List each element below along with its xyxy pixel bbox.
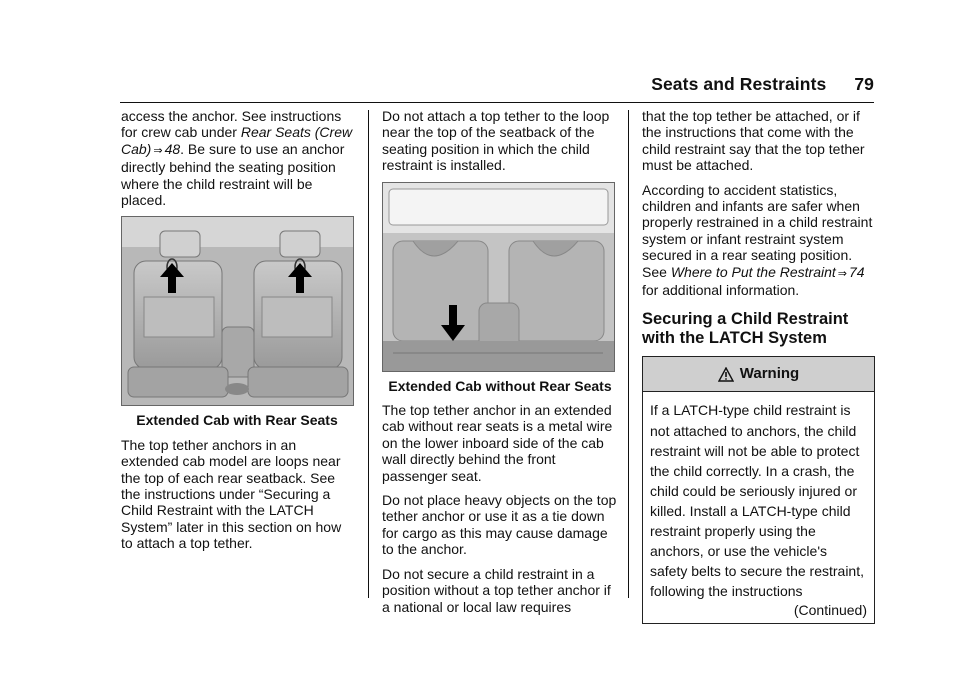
- page-ref-number[interactable]: 74: [849, 263, 865, 280]
- warning-text: If a LATCH-type child restraint is not attached to anchors, the child restraint will not be able to protect the child correctly. In a crash, the child could be seriously injured or killed. Install a LATCH-type child restraint properly using the anchors, or use the vehicle's safety belts to secure the restraint, following the instructions: [650, 402, 864, 600]
- warning-title: Warning: [739, 365, 800, 383]
- column-1: [121, 108, 353, 560]
- warning-box: [642, 356, 875, 624]
- page-ref-icon: ⇒: [837, 267, 847, 280]
- warning-header: [643, 357, 874, 392]
- col2-paragraph-4: Do not secure a child restraint in a position without a top tether anchor if a national or local law requires: [382, 565, 611, 615]
- cab-wall-figure: [382, 182, 615, 372]
- continued-label: (Continued): [793, 602, 867, 619]
- section-title: Seats and Restraints: [651, 74, 827, 94]
- rear-seats-with-tether-anchor-arrows-icon: [122, 217, 353, 405]
- page-number: 79: [854, 74, 874, 94]
- column-divider-2: [628, 110, 629, 598]
- col3-paragraph-1: that the top tether be attached, or if the instructions that come with the child restraint say that the top tether must be attached.: [642, 108, 865, 174]
- text-run: . Be sure to use an anchor directly behind the seating position where the child restraint will be placed.: [121, 140, 345, 209]
- figure-caption: Extended Cab with Rear Seats: [136, 412, 338, 429]
- cab-wall-with-tether-anchor-arrow-icon: [383, 183, 614, 371]
- col1-paragraph-2: The top tether anchors in an extended cab model are loops near the top of each rear seatback. See the instructions under “Securing a Child Restraint with the LATCH System” later in this section on how to attach a top tether.: [121, 436, 342, 552]
- col2-paragraph-3: Do not place heavy objects on the top tether anchor or use it as a tie down for cargo as this may cause damage to the anchor.: [382, 492, 617, 558]
- header-rule: [120, 102, 874, 103]
- col2-paragraph-2: The top tether anchor in an extended cab without rear seats is a metal wire on the lower inboard side of the cab wall directly behind the front passenger seat.: [382, 402, 613, 484]
- rear-seats-figure: [121, 216, 354, 406]
- column-divider-1: [368, 110, 369, 598]
- text-run: for additional information.: [642, 282, 800, 299]
- column-3: [642, 108, 875, 624]
- section-subheading: Securing a Child Restraint with the LATCH System: [642, 310, 849, 348]
- col2-paragraph-1: Do not attach a top tether to the loop near the top of the seatback of the seating position in which the child restraint is installed.: [382, 108, 610, 174]
- cross-reference-link[interactable]: Rear Seats (Crew Cab): [121, 124, 353, 157]
- cross-reference-link[interactable]: Where to Put the Restraint: [670, 263, 836, 280]
- col1-paragraph-1: [121, 108, 353, 208]
- text-run: According to accident statistics, children and infants are safer when properly restrained in a child restraint system or infant restraint system secured in a rear seating position. See: [642, 181, 873, 280]
- column-2: [382, 108, 618, 623]
- warning-body: [643, 392, 874, 623]
- page-ref-number[interactable]: 48: [164, 140, 181, 157]
- page-ref-icon: ⇒: [153, 144, 163, 157]
- text-run: access the anchor. See instructions for crew cab under: [121, 108, 342, 141]
- figure-caption: Extended Cab without Rear Seats: [388, 377, 612, 394]
- col3-paragraph-2: [642, 182, 875, 299]
- running-header: [651, 74, 874, 95]
- warning-triangle-icon: [718, 367, 734, 382]
